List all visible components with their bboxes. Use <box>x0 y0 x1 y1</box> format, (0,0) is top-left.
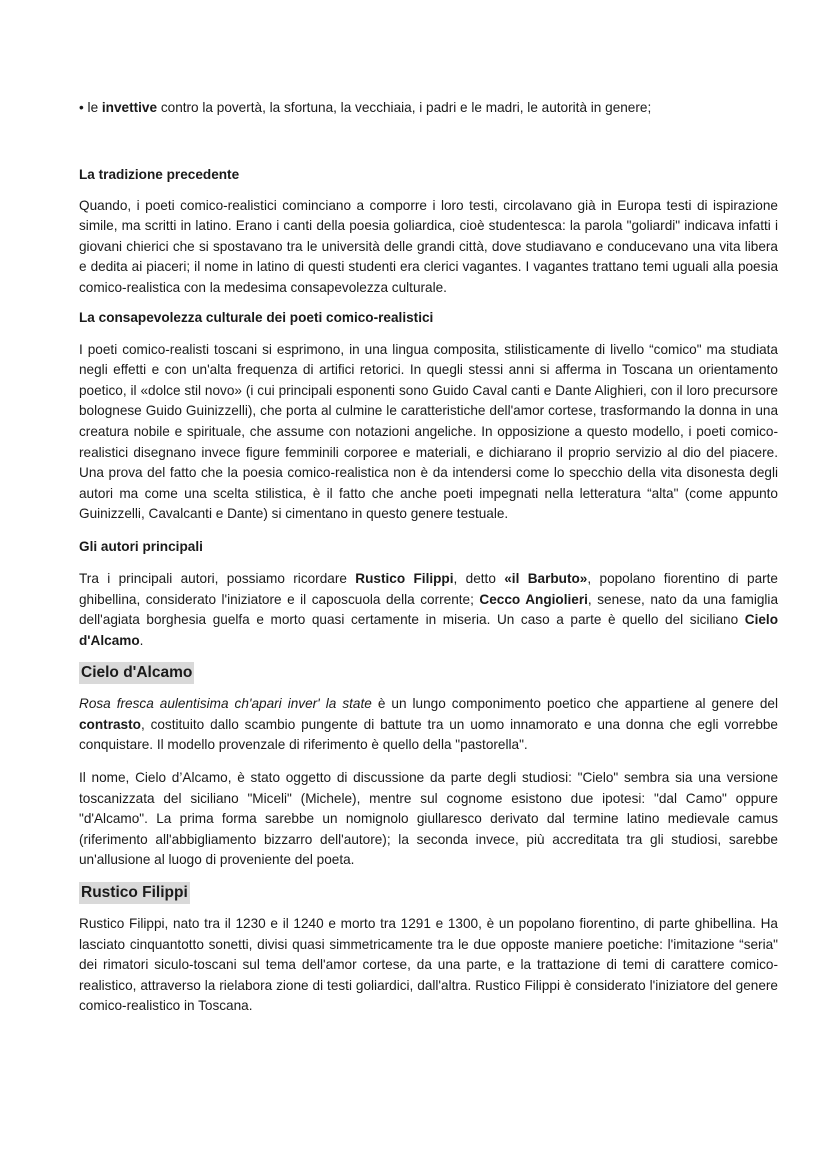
bullet-bold: invettive <box>101 100 158 115</box>
paragraph-consapevolezza: I poeti comico-realisti toscani si esprimono, in una lingua composita, stilisticamente di livello “comico" ma studiata negli effetti e con un'alta frequenza di artifici retorici. In quegli stessi anni si afferma in Toscana un orientamento poetico, il «dolce stil novo» (i cui principali esponenti sono Guido Caval canti e Dante Alighieri, con il loro precursore bolognese Guido Guinizzelli), che porta al culmine le caratteristiche dell'amor cortese, trasformando la donna in una creatura nobile e spirituale, che assume con notazioni angeliche. In opposizione a questo modello, i poeti comico-realistici disegnano invece figure femminili corporee e materiali, e dichiarano il proprio servizio al dio del piacere. Una prova del fatto che la poesia comico-realistica non è da intendersi come lo specchio della vita disonesta degli autori ma come una scelta stilistica, è il fatto che anche poeti impegnati nella letteratura “alta" (come appunto Guinizzelli, Cavalcanti e Dante) si cimentano in questo genere testuale. <box>79 341 778 522</box>
heading-autori: Gli autori principali <box>79 538 203 554</box>
paragraph-rustico: Rustico Filippi, nato tra il 1230 e il 1240 e morto tra 1291 e 1300, è un popolano fiorentino, di parte ghibellina. Ha lasciato cinquantotto sonetti, divisi quasi simmetricamente tra le due opposte maniere poetiche: l'imitazione “seria" dei rimatori siculo-toscani sul tema dell'amor cortese, da una parte, e la trattazione di temi di carattere comico-realistico, attraverso la rielabora zione di testi goliardici, dall'altra. Rustico Filippi è considerato l'iniziatore del genere comico-realistico in Toscana. <box>79 916 778 1014</box>
paragraph-cielo-1: Rosa fresca aulentisima ch'apari inver' la state è un lungo componimento poetico che appartiene al genere del contrasto, costituito dallo scambio pungente di battute tra un uomo innamorato e una donna che egli vorrebbe conquistare. Il modello provenzale di riferimento è quello della "pastorella". <box>79 696 779 753</box>
heading-rustico: Rustico Filippi <box>79 882 190 904</box>
paragraph-tradizione: Quando, i poeti comico-realistici cominciano a comporre i loro testi, circolavano già in Europa testi di ispirazione simile, ma scritti in latino. Erano i canti della poesia goliardica, cioè studentesca: la parola "goliardi" indicava infatti i giovani chierici che si spostavano tra le università delle grandi città, dove studiavano e conducevano una vita libera e dedita ai piaceri; il nome in latino di questi studenti era clerici vagantes. I vagantes trattano temi uguali alla poesia comico-realistica con la medesima consapevolezza culturale. <box>79 197 778 295</box>
paragraph-autori: Tra i principali autori, possiamo ricordare Rustico Filippi, detto «il Barbuto», popolano fiorentino di parte ghibellina, considerato l'iniziatore e il caposcuola della corrente; Cecco Angiolieri, senese, nato da una famiglia dell'agiata borghesia guelfa e morto quasi certamente in miseria. Un caso a parte è quello del siciliano Cielo d'Alcamo. <box>79 570 779 648</box>
paragraph-cielo-2: Il nome, Cielo d’Alcamo, è stato oggetto di discussione da parte degli studiosi: "Cielo" sembra sia una versione toscanizzata del siciliano "Miceli" (Michele), mentre sul cognome esistono due ipotesi: "dal Camo" oppure "d'Alcamo". La prima forma sarebbe un nomignolo giullaresco derivato dal termine latino medievale camus (riferimento all'abbigliamento bizzarro dell'autore); la seconda invece, più accreditata tra gli studiosi, sarebbe un'allusione al luogo di proveniente del poeta. <box>79 770 778 868</box>
bullet-line: • le invettive contro la povertà, la sfortuna, la vecchiaia, i padri e le madri, le autorità in genere; <box>79 100 652 115</box>
heading-consapevolezza: La consapevolezza culturale dei poeti comico-realistici <box>79 309 434 325</box>
bullet-glyph: • <box>79 100 84 115</box>
heading-cielo: Cielo d'Alcamo <box>79 662 194 684</box>
heading-tradizione: La tradizione precedente <box>79 166 240 182</box>
